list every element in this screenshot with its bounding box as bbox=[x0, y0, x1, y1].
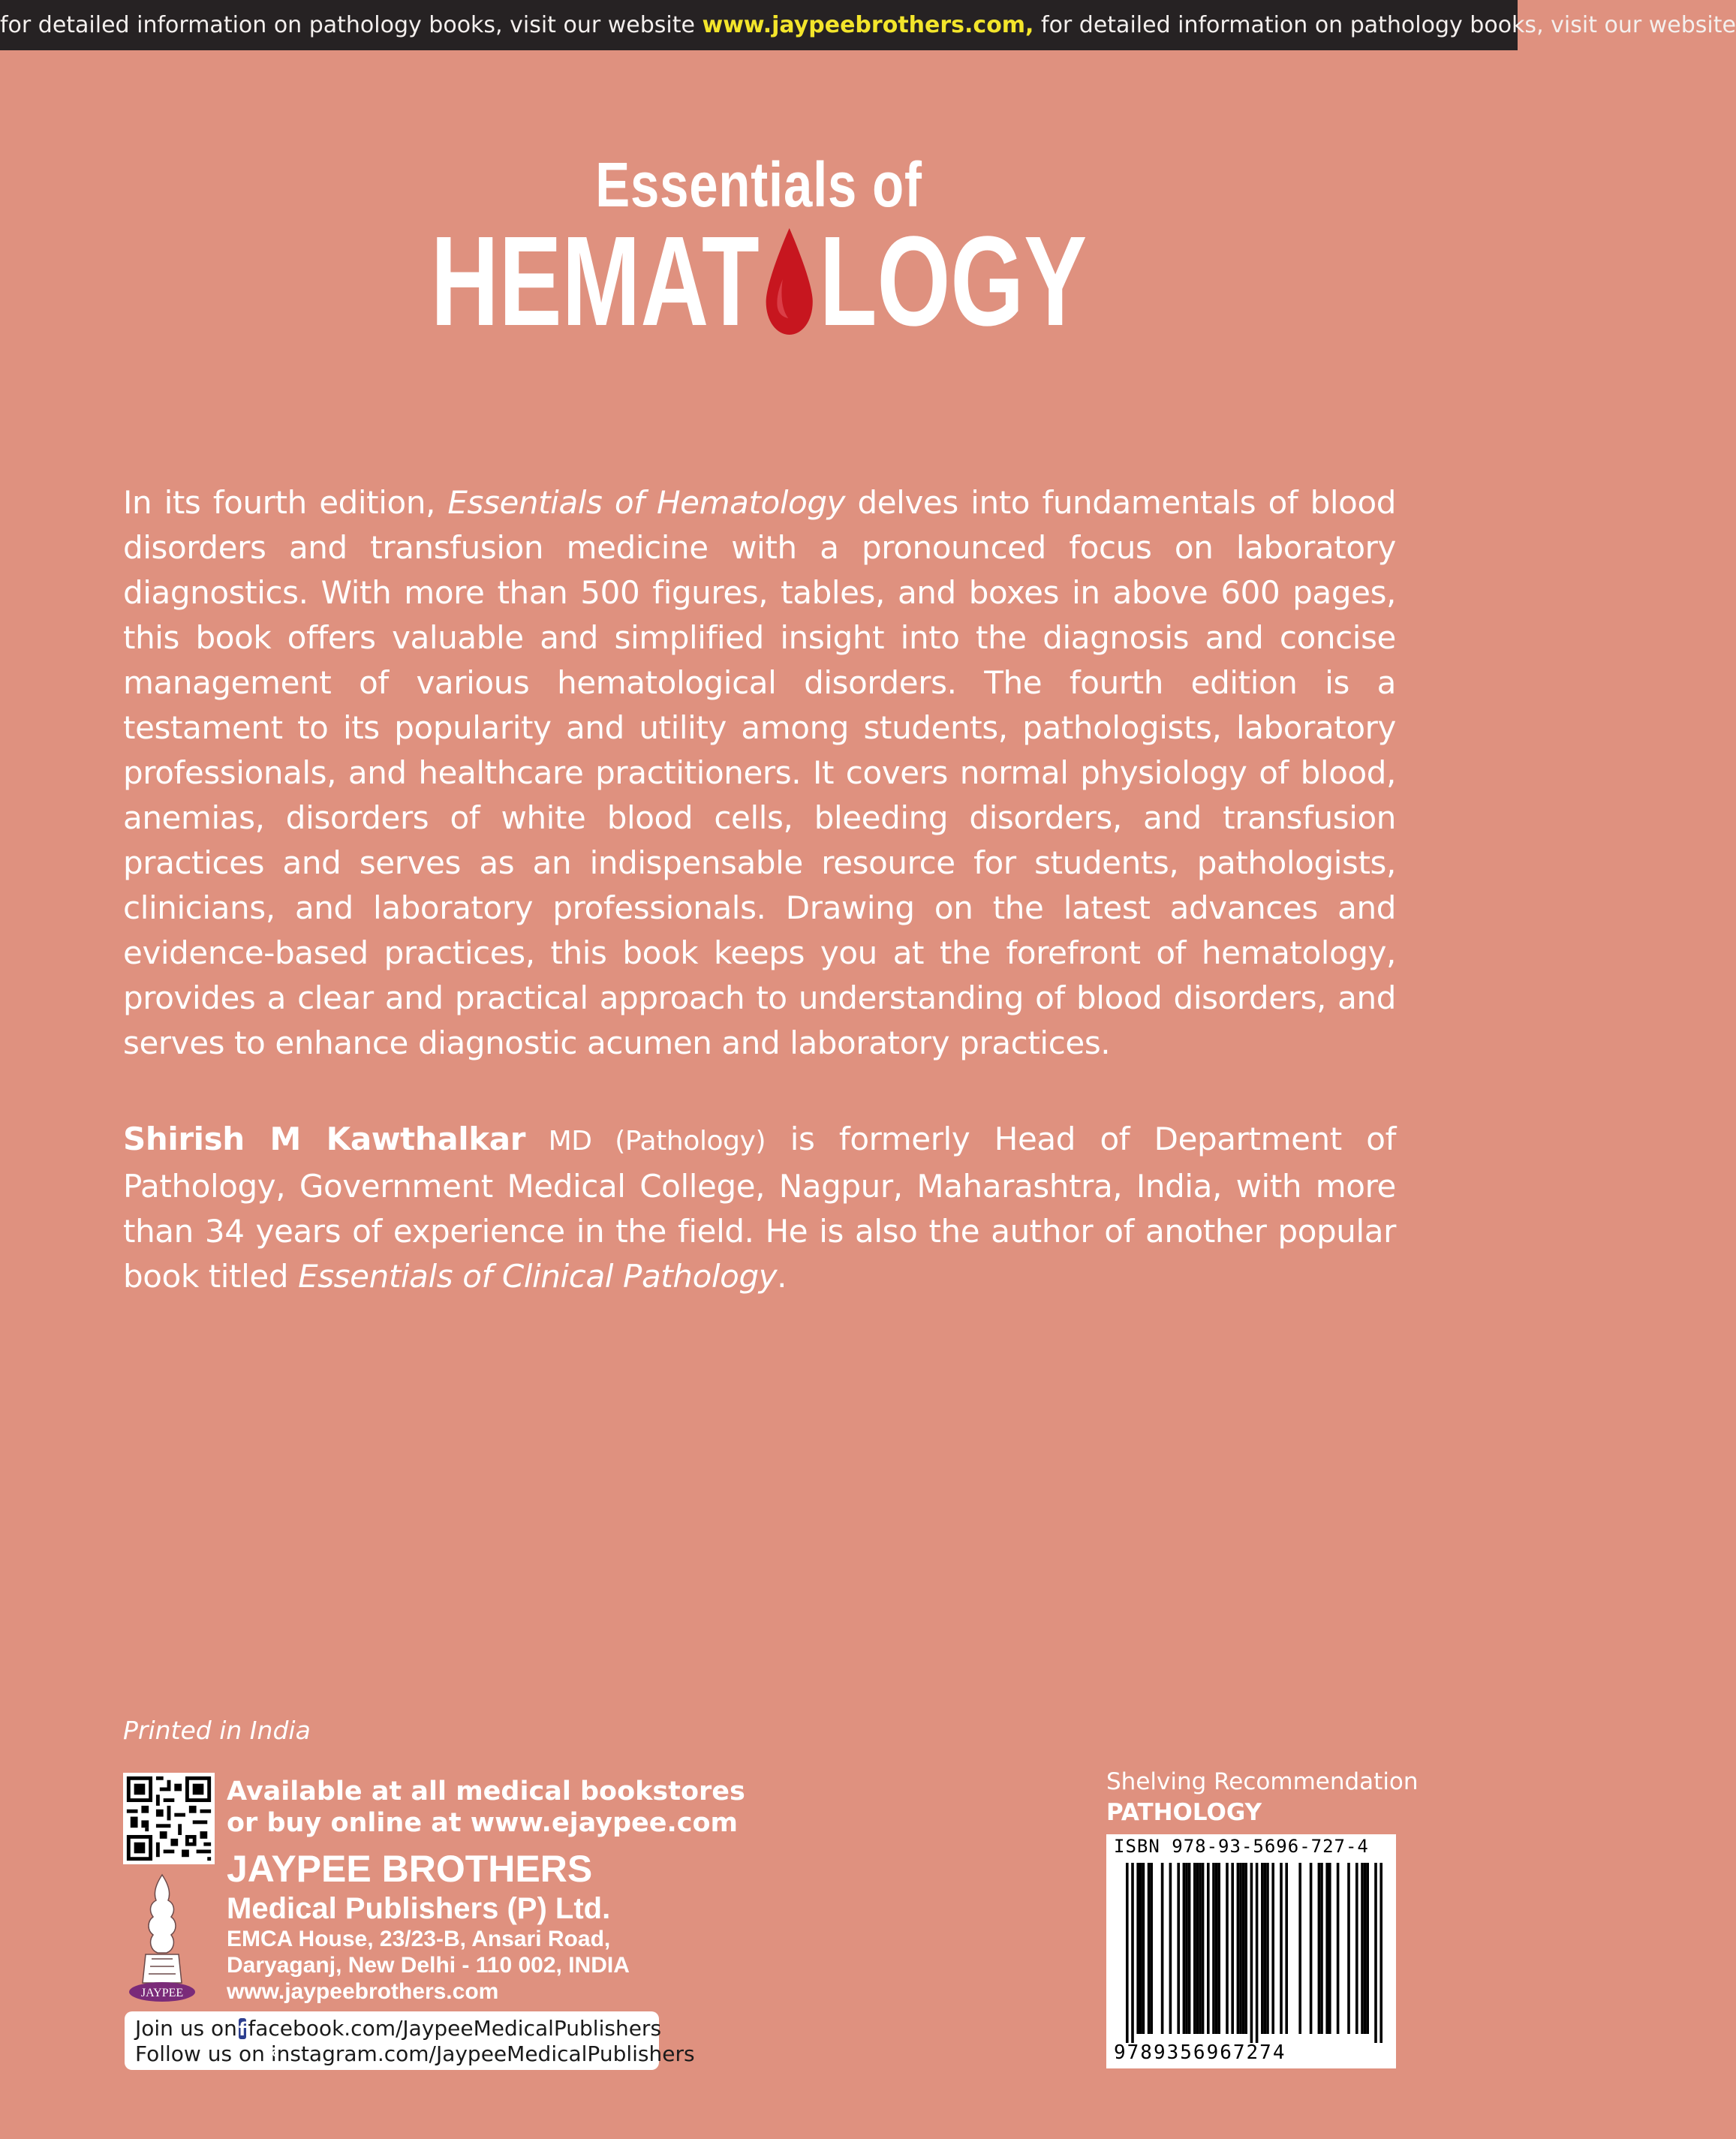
barcode-bar bbox=[1320, 1863, 1323, 2034]
follow-label: Follow us on bbox=[135, 2041, 265, 2066]
banner-text-before: for detailed information on pathology books, visit our website bbox=[0, 12, 703, 38]
barcode-bar bbox=[1328, 1863, 1331, 2034]
barcode-bar bbox=[1271, 1863, 1274, 2034]
barcode-bar bbox=[1199, 1863, 1202, 2034]
barcode-bar bbox=[1266, 1863, 1269, 2034]
barcode-bar bbox=[1355, 1863, 1358, 2034]
book-title bbox=[197, 210, 1320, 353]
barcode-bar bbox=[1256, 1863, 1259, 2043]
barcode-bar bbox=[1366, 1863, 1369, 2034]
barcode-bar bbox=[1310, 1863, 1313, 2034]
blurb-book-title: Essentials of Hematology bbox=[447, 484, 846, 521]
barcode-bar bbox=[1150, 1863, 1153, 2034]
banner-website-link[interactable]: www.jaypeebrothers.com, bbox=[702, 12, 1034, 38]
availability-line-2[interactable]: or buy online at www.ejaypee.com bbox=[227, 1808, 739, 1838]
printed-in: Printed in India bbox=[123, 1716, 311, 1745]
barcode-bar bbox=[1185, 1863, 1188, 2034]
barcode-bar bbox=[1361, 1863, 1364, 2034]
instagram-link[interactable]: instagram.com/JaypeeMedicalPublishers bbox=[270, 2041, 695, 2066]
barcode-bar bbox=[1202, 1863, 1205, 2034]
address-line-2: Daryaganj, New Delhi - 110 002, INDIA bbox=[227, 1953, 630, 1978]
top-banner bbox=[0, 0, 1736, 50]
publisher-website[interactable]: www.jaypeebrothers.com bbox=[227, 1979, 499, 2004]
blurb-rest: delves into fundamentals of blood disorders and transfusion medicine with a pronounced focus on laboratory diagnostics. With more than 500 figures, tables, and boxes in above 600 pages, this book offers valuable and simplified insight into the diagnosis and concise management of various hematological disorders. The fourth edition is a testament to its popularity and utility among students, pathologists, laboratory professionals, and healthcare practitioners. It covers normal physiology of blood, anemias, disorders of white blood cells, bleeding disorders, and transfusion practices and serves as an indispensable resource for students, pathologists, clinicians, and laboratory professionals. Drawing on the latest advances and evidence-based practices, this book keeps you at the forefront of hematology, provides a clear and practical approach to understanding of blood disorders, and serves to enhance diagnostic acumen and laboratory practices. bbox=[123, 484, 1397, 1061]
qr-code[interactable] bbox=[123, 1773, 215, 1864]
social-links-box bbox=[125, 2011, 695, 2070]
barcode-bar bbox=[1379, 1863, 1382, 2043]
barcode-bar bbox=[1374, 1863, 1377, 2043]
banner-text-after: for detailed information on pathology books, visit our website bbox=[1033, 12, 1736, 38]
barcode-bar bbox=[1280, 1863, 1283, 2034]
isbn-number: ISBN 978-93-5696-727-4 bbox=[1114, 1836, 1369, 1857]
barcode-bar bbox=[1215, 1863, 1218, 2034]
barcode-bar bbox=[1126, 1863, 1129, 2043]
barcode-bar bbox=[1131, 1863, 1134, 2043]
barcode-bar bbox=[1193, 1863, 1196, 2034]
publisher-subtitle: Medical Publishers (P) Ltd. bbox=[227, 1892, 611, 1925]
barcode-bar bbox=[1196, 1863, 1199, 2034]
address-line-1: EMCA House, 23/23-B, Ansari Road, bbox=[227, 1927, 611, 1951]
barcode-bar bbox=[1261, 1863, 1264, 2034]
title-line-1: Essentials of bbox=[595, 149, 922, 220]
barcode-bar bbox=[1364, 1863, 1367, 2034]
book-description bbox=[123, 480, 1396, 1066]
barcode-bar bbox=[1188, 1863, 1191, 2034]
jaypee-logo-icon bbox=[123, 1870, 201, 2004]
join-label: Join us on bbox=[135, 2016, 237, 2041]
barcode-bar bbox=[1231, 1863, 1234, 2034]
publisher-address bbox=[227, 1926, 630, 2005]
barcode-bar bbox=[1285, 1863, 1288, 2034]
barcode-bar bbox=[1177, 1863, 1180, 2034]
author-degree: MD (Pathology) bbox=[525, 1126, 766, 1157]
blurb-lead: In its fourth edition, bbox=[123, 484, 448, 521]
shelving-category: PATHOLOGY bbox=[1106, 1799, 1262, 1826]
barcode-bar bbox=[1242, 1863, 1245, 2034]
facebook-row[interactable] bbox=[135, 2016, 662, 2041]
barcode-bar bbox=[1237, 1863, 1240, 2034]
barcode-bar bbox=[1347, 1863, 1350, 2034]
title-part-right: LOGY bbox=[819, 210, 1088, 353]
author-bio-text: is formerly Head of Department of Pathology, Government Medical College, Nagpur, Maharashtra, India, with more than 34 years of experience in the field. He is also the author of another popular book titled bbox=[123, 1121, 1396, 1295]
author-bio bbox=[123, 1117, 1396, 1299]
availability-line-1: Available at all medical bookstores bbox=[227, 1776, 745, 1807]
barcode-bar bbox=[1325, 1863, 1328, 2034]
barcode-bars bbox=[1106, 1834, 1396, 2068]
barcode-bar bbox=[1142, 1863, 1145, 2034]
barcode-bar bbox=[1183, 1863, 1186, 2034]
author-other-book: Essentials of Clinical Pathology bbox=[298, 1258, 778, 1295]
logo-label: JAYPEE bbox=[140, 1987, 184, 1999]
barcode-bar bbox=[1226, 1863, 1229, 2034]
title-part-left: HEMAT bbox=[430, 210, 760, 353]
facebook-icon: f bbox=[238, 2019, 247, 2040]
ean-digits: 9789356967274 bbox=[1114, 2041, 1286, 2064]
facebook-link[interactable]: facebook.com/JaypeeMedicalPublishers bbox=[248, 2016, 662, 2041]
barcode-bar bbox=[1148, 1863, 1151, 2034]
blood-drop-icon bbox=[763, 225, 816, 338]
barcode-bar bbox=[1217, 1863, 1220, 2034]
publisher-name: JAYPEE BROTHERS bbox=[227, 1848, 593, 1890]
barcode-bar bbox=[1298, 1863, 1301, 2034]
author-name: Shirish M Kawthalkar bbox=[123, 1121, 526, 1157]
barcode-bar bbox=[1244, 1863, 1247, 2034]
barcode-bar bbox=[1318, 1863, 1321, 2034]
barcode-bar bbox=[1337, 1863, 1340, 2034]
barcode-bar bbox=[1212, 1863, 1215, 2034]
shelving-recommendation bbox=[1106, 1767, 1419, 1828]
barcode-bar bbox=[1264, 1863, 1267, 2034]
availability-note bbox=[227, 1776, 745, 1839]
barcode-bar bbox=[1250, 1863, 1253, 2043]
author-bio-end: . bbox=[777, 1258, 787, 1295]
barcode-bar bbox=[1169, 1863, 1172, 2034]
shelving-label: Shelving Recommendation bbox=[1106, 1768, 1419, 1795]
instagram-row[interactable] bbox=[135, 2041, 695, 2067]
barcode-bar bbox=[1139, 1863, 1142, 2034]
isbn-barcode bbox=[1106, 1834, 1396, 2068]
barcode-bar bbox=[1136, 1863, 1139, 2034]
barcode-bar bbox=[1161, 1863, 1164, 2034]
barcode-bar bbox=[1207, 1863, 1210, 2034]
barcode-bar bbox=[1239, 1863, 1242, 2034]
